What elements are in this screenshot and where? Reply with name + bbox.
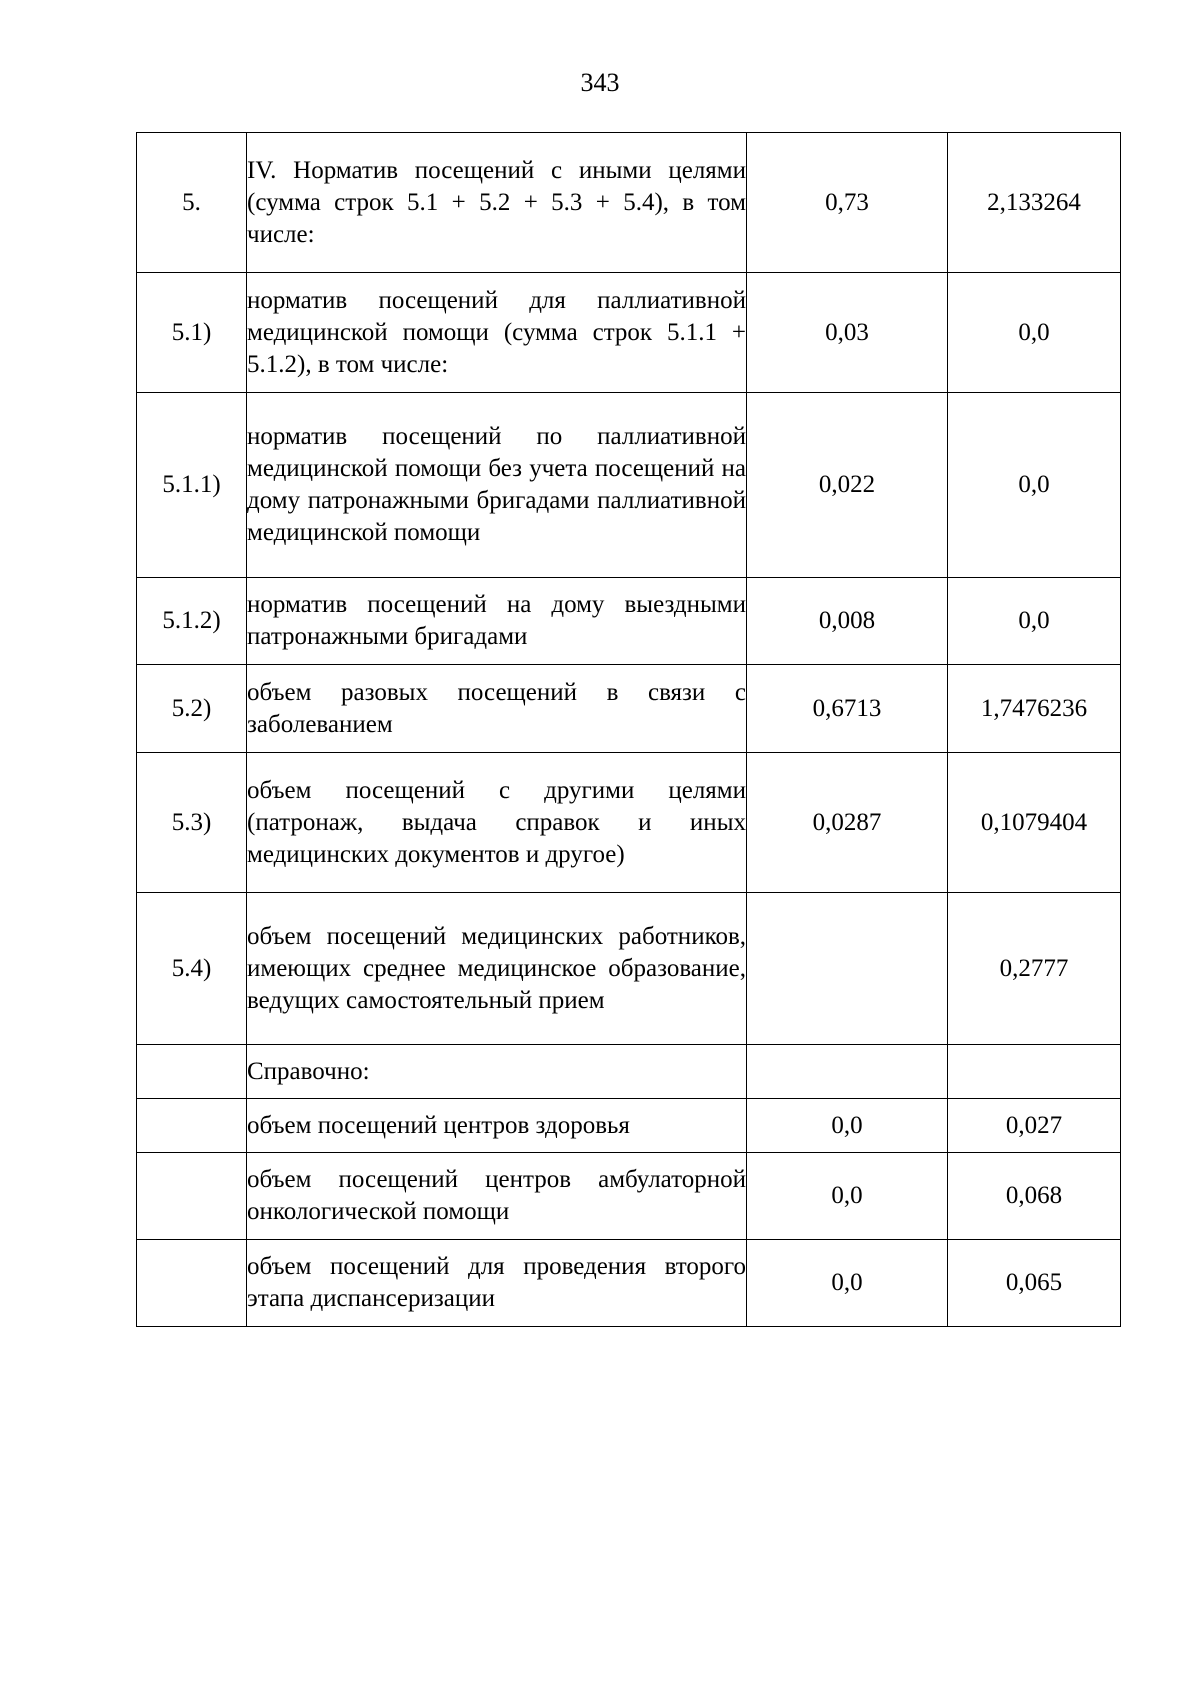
table-row: [137, 665, 1121, 753]
row-description: объем посещений центров амбулаторной онкологической помощи: [247, 1153, 747, 1240]
row-number: 5.2): [137, 665, 247, 753]
row-value-2: 0,027: [948, 1099, 1121, 1153]
table-row: [137, 1099, 1121, 1153]
row-number: 5.1.2): [137, 578, 247, 665]
row-value-2: 0,1079404: [948, 753, 1121, 893]
row-value-2: 2,133264: [948, 133, 1121, 273]
row-value-2: 1,7476236: [948, 665, 1121, 753]
row-description: IV. Норматив посещений с иными целями (сумма строк 5.1 + 5.2 + 5.3 + 5.4), в том числе:: [247, 133, 747, 273]
page-number: 343: [580, 68, 620, 97]
table-row: [137, 753, 1121, 893]
row-value-2: 0,068: [948, 1153, 1121, 1240]
table-row: [137, 1045, 1121, 1099]
row-number: [137, 1240, 247, 1327]
row-number: [137, 1045, 247, 1099]
row-value-1: 0,0: [747, 1240, 948, 1327]
row-value-1: 0,03: [747, 273, 948, 393]
row-description: объем посещений для проведения второго этапа диспансеризации: [247, 1240, 747, 1327]
row-number: 5.1): [137, 273, 247, 393]
table-row: [137, 578, 1121, 665]
row-description: норматив посещений по паллиативной медицинской помощи без учета посещений на дому патронажными бригадами паллиативной медицинской помощи: [247, 393, 747, 578]
row-description: норматив посещений на дому выездными патронажными бригадами: [247, 578, 747, 665]
row-value-2: 0,0: [948, 578, 1121, 665]
row-number: [137, 1153, 247, 1240]
row-value-1: 0,73: [747, 133, 948, 273]
row-value-2: 0,0: [948, 393, 1121, 578]
row-description: объем посещений медицинских работников, имеющих среднее медицинское образование, ведущих самостоятельный прием: [247, 893, 747, 1045]
table-row: [137, 273, 1121, 393]
row-value-1: 0,0: [747, 1153, 948, 1240]
row-number: 5.3): [137, 753, 247, 893]
table-row: [137, 1153, 1121, 1240]
table-row: [137, 893, 1121, 1045]
row-value-2: 0,0: [948, 273, 1121, 393]
row-description: норматив посещений для паллиативной медицинской помощи (сумма строк 5.1.1 + 5.1.2), в том числе:: [247, 273, 747, 393]
row-value-1: 0,6713: [747, 665, 948, 753]
row-number: 5.4): [137, 893, 247, 1045]
table-row: [137, 1240, 1121, 1327]
row-description: объем разовых посещений в связи с заболеванием: [247, 665, 747, 753]
row-value-1: 0,0287: [747, 753, 948, 893]
row-value-2: [948, 1045, 1121, 1099]
row-description: Справочно:: [247, 1045, 747, 1099]
row-value-2: 0,2777: [948, 893, 1121, 1045]
row-value-1: 0,008: [747, 578, 948, 665]
row-description: объем посещений с другими целями (патронаж, выдача справок и иных медицинских документов и другое): [247, 753, 747, 893]
row-value-1: 0,0: [747, 1099, 948, 1153]
row-value-1: [747, 1045, 948, 1099]
row-value-1: 0,022: [747, 393, 948, 578]
norms-table: [136, 132, 1121, 1327]
row-value-2: 0,065: [948, 1240, 1121, 1327]
row-number: [137, 1099, 247, 1153]
table-row: [137, 393, 1121, 578]
row-description: объем посещений центров здоровья: [247, 1099, 747, 1153]
row-number: 5.1.1): [137, 393, 247, 578]
row-number: 5.: [137, 133, 247, 273]
row-value-1: [747, 893, 948, 1045]
table-row: [137, 133, 1121, 273]
